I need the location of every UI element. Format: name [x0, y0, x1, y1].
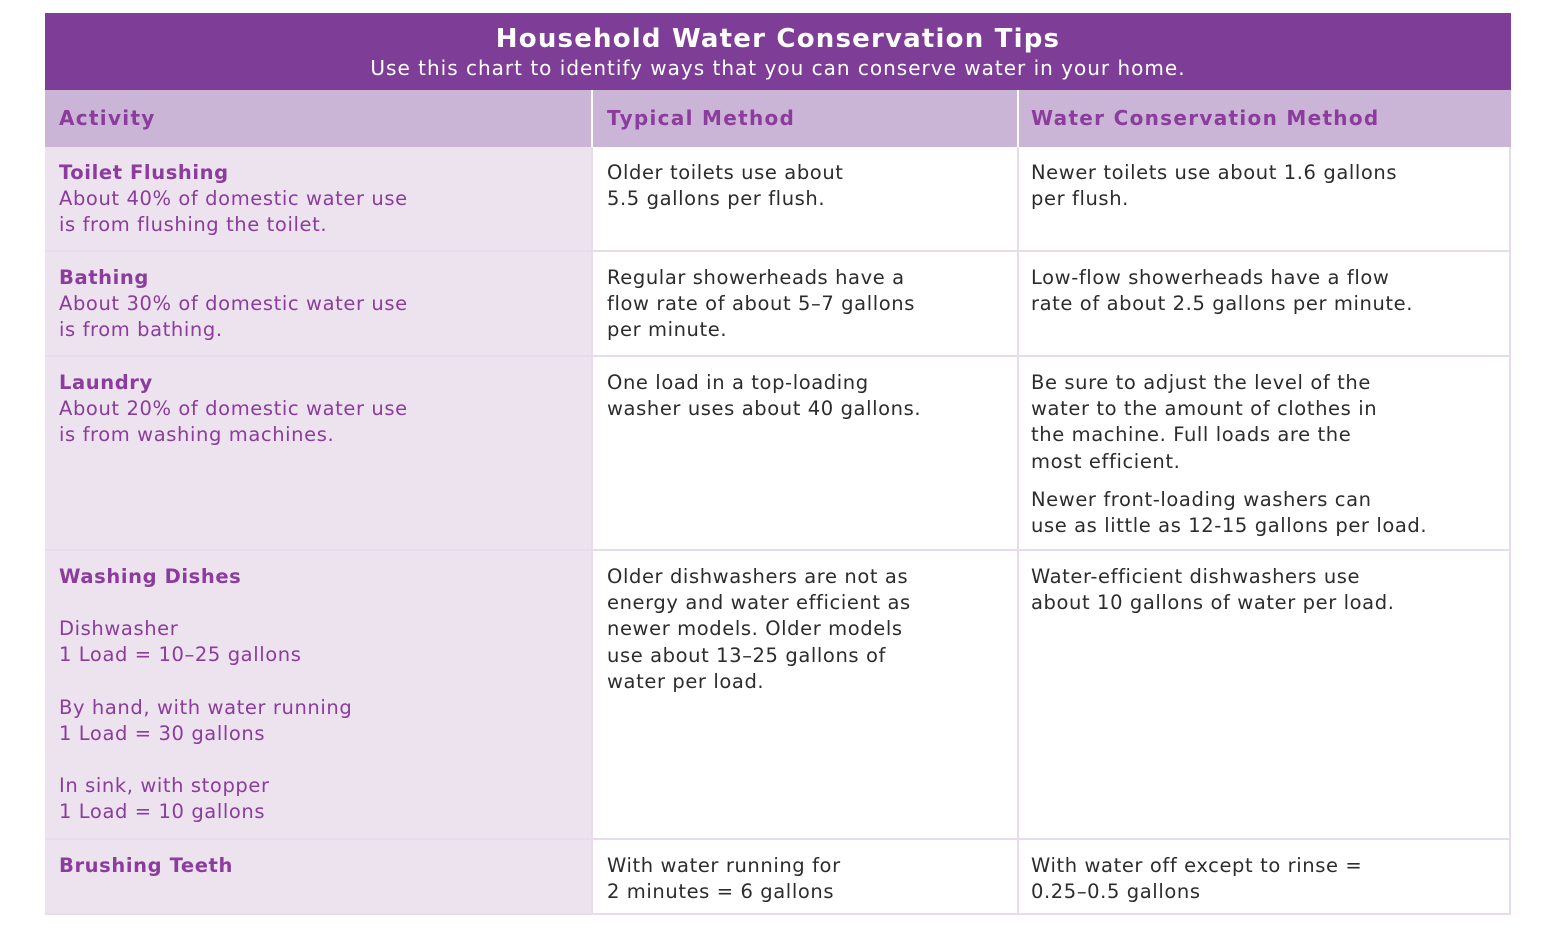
- activity-cell: [45, 252, 591, 355]
- typical-line: washer uses about 40 gallons.: [607, 397, 922, 421]
- conservation-line: With water off except to rinse =: [1031, 854, 1363, 877]
- table-row: [45, 840, 1511, 915]
- activity-name: Bathing: [59, 266, 149, 289]
- conservation-method-cell: [1017, 252, 1511, 355]
- column-header-conservation: Water Conservation Method: [1017, 90, 1511, 147]
- conservation-line: the machine. Full loads are the: [1031, 423, 1352, 447]
- activity-name: Toilet Flushing: [59, 161, 229, 184]
- typical-line: energy and water efficient as: [607, 591, 911, 615]
- activity-detail: About 40% of domestic water use: [59, 187, 408, 211]
- typical-line: water per load.: [607, 669, 765, 693]
- conservation-line: use as little as 12-15 gallons per load.: [1031, 514, 1428, 538]
- typical-line: Older dishwashers are not as: [607, 565, 909, 588]
- activity-detail: 1 Load = 10 gallons: [59, 800, 266, 824]
- typical-line: 5.5 gallons per flush.: [607, 187, 826, 211]
- typical-line: newer models. Older models: [607, 617, 903, 641]
- conservation-line: Be sure to adjust the level of the: [1031, 371, 1371, 394]
- activity-cell: [45, 551, 591, 838]
- conservation-table: [45, 13, 1511, 915]
- activity-cell: [45, 357, 591, 549]
- activity-name: Washing Dishes: [59, 565, 242, 588]
- typical-line: One load in a top-loading: [607, 371, 869, 394]
- activity-cell: [45, 147, 591, 250]
- typical-line: Older toilets use about: [607, 161, 844, 184]
- conservation-line: water to the amount of clothes in: [1031, 397, 1378, 421]
- conservation-line: Newer front-loading washers can: [1031, 487, 1372, 511]
- conservation-line: rate of about 2.5 gallons per minute.: [1031, 292, 1414, 316]
- conservation-method-cell: [1017, 147, 1511, 250]
- typical-line: use about 13–25 gallons of: [607, 643, 886, 667]
- activity-detail: is from washing machines.: [59, 423, 335, 447]
- conservation-line: Water-efficient dishwashers use: [1031, 565, 1361, 588]
- conservation-line: per flush.: [1031, 187, 1129, 211]
- table-row: [45, 252, 1511, 357]
- table-row: [45, 551, 1511, 840]
- typical-method-cell: [591, 551, 1017, 838]
- column-header-activity: Activity: [45, 90, 591, 147]
- activity-detail: 1 Load = 30 gallons: [59, 721, 266, 745]
- activity-name: Laundry: [59, 371, 153, 394]
- conservation-line: most efficient.: [1031, 449, 1181, 473]
- activity-detail: About 20% of domestic water use: [59, 397, 408, 421]
- conservation-line: Low-flow showerheads have a flow: [1031, 266, 1390, 289]
- table-row: [45, 357, 1511, 551]
- activity-name: Brushing Teeth: [59, 854, 233, 877]
- column-header-row: [45, 90, 1511, 147]
- activity-detail: Dishwasher: [59, 617, 179, 641]
- conservation-method-cell: [1017, 357, 1511, 549]
- conservation-line: Newer toilets use about 1.6 gallons: [1031, 161, 1398, 184]
- typical-line: per minute.: [607, 318, 728, 342]
- conservation-method-cell: [1017, 551, 1511, 838]
- conservation-line: 0.25–0.5 gallons: [1031, 880, 1201, 904]
- activity-cell: [45, 840, 591, 913]
- typical-line: With water running for: [607, 854, 841, 877]
- table-title: Household Water Conservation Tips: [495, 24, 1061, 54]
- activity-detail: 1 Load = 10–25 gallons: [59, 643, 302, 667]
- activity-detail: is from bathing.: [59, 318, 223, 342]
- table-row: [45, 147, 1511, 252]
- typical-line: flow rate of about 5–7 gallons: [607, 292, 915, 316]
- conservation-method-cell: [1017, 840, 1511, 913]
- column-header-typical: Typical Method: [591, 90, 1017, 147]
- activity-detail: By hand, with water running: [59, 695, 353, 719]
- typical-method-cell: [591, 252, 1017, 355]
- typical-method-cell: [591, 357, 1017, 549]
- table-subtitle: Use this chart to identify ways that you can conserve water in your home.: [370, 56, 1186, 80]
- activity-detail: About 30% of domestic water use: [59, 292, 408, 316]
- typical-line: Regular showerheads have a: [607, 266, 905, 289]
- conservation-line: about 10 gallons of water per load.: [1031, 591, 1395, 615]
- activity-detail: is from flushing the toilet.: [59, 213, 328, 237]
- typical-method-cell: [591, 840, 1017, 913]
- typical-method-cell: [591, 147, 1017, 250]
- title-bar: [45, 13, 1511, 90]
- activity-detail: In sink, with stopper: [59, 774, 270, 798]
- typical-line: 2 minutes = 6 gallons: [607, 880, 835, 904]
